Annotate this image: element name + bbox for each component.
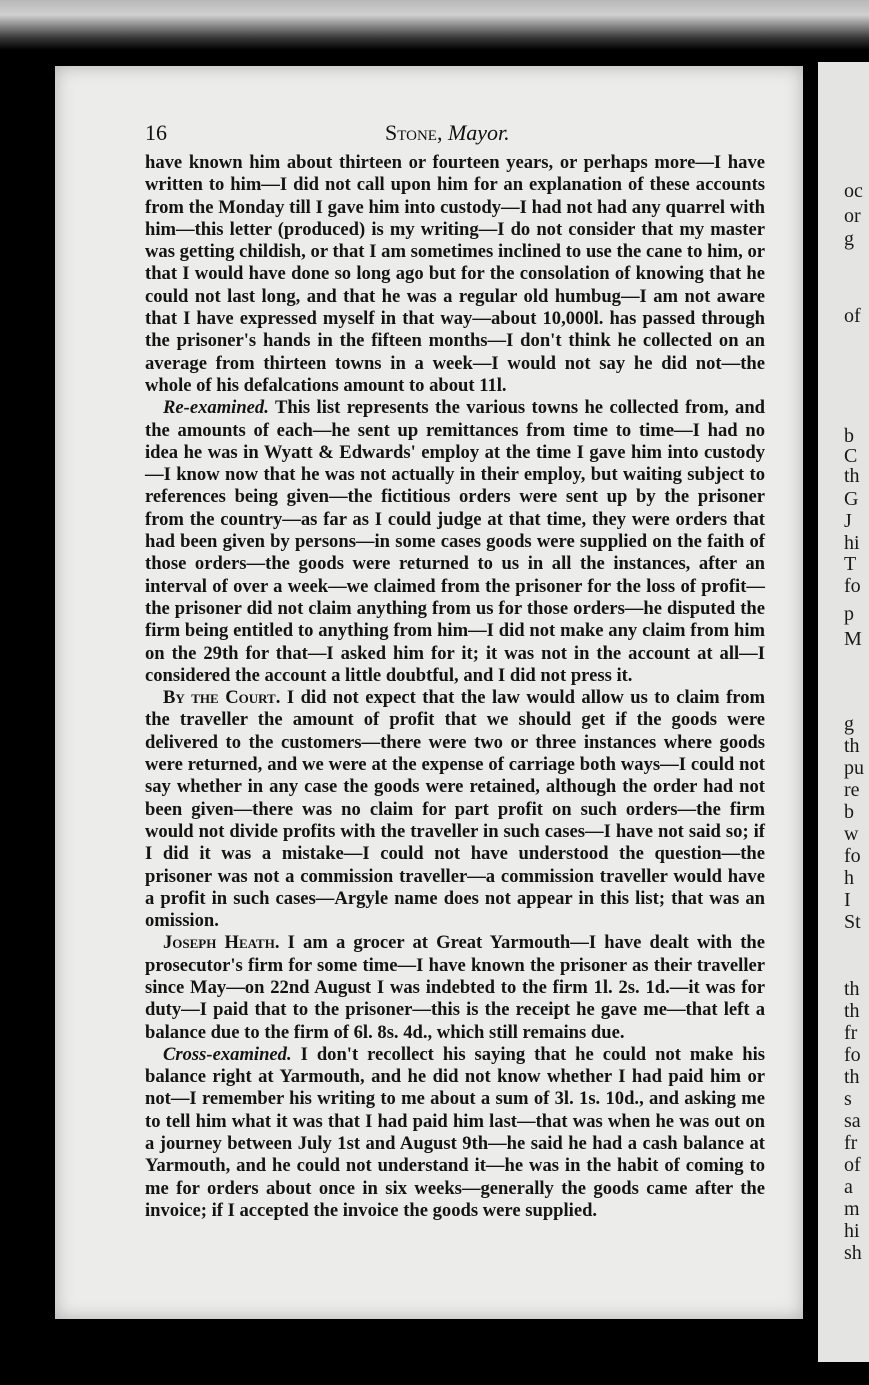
facing-page-fragment: fr	[844, 1132, 858, 1154]
paragraph-text: I did not expect that the law would allow us to claim from the traveller the amount of profit that we should get if the goods were delivered to the customers—there were two or three instances where goods were returned, and we were at the expense of carriage both ways—I could not say whether in any case the goods were retained, although the order had not been given—there was no claim for part profit on such orders—the firm would not divide profits with the traveller in such cases—I have not said so; if I did it was a mistake—I could not have understood the question—the prisoner was not a commission traveller—a commission traveller would have a profit in such cases—Argyle name does not appear in this list; that was an omission.	[145, 687, 765, 932]
facing-page-fragment: a	[844, 1176, 853, 1198]
facing-page-fragment: sa	[844, 1110, 861, 1132]
facing-page-fragment: re	[844, 779, 860, 801]
facing-page-fragment: th	[844, 978, 860, 1000]
paragraph-text: I don't recollect his saying that he could not make his balance right at Yarmouth, and he did not know whether I had paid him or not—I remember his writing to me about a sum of 3l. 1s. 10d., and asking me to tell him what it was that I had paid him last—that was when he was out on a journey between July 1st and August 9th—he said he had a cash balance at Yarmouth, and he could not understand it—he was in the habit of coming to me for orders about once in six weeks—generally the goods came after the invoice; if I accepted the invoice the goods were supplied.	[145, 1043, 765, 1221]
facing-page-fragment: fo	[844, 575, 861, 597]
paragraph-text: have known him about thirteen or fourteen years, or perhaps more—I have written to him—I did not call upon him for an explanation of these accounts from the Monday till I gave him into custody—I had not had any quarrel with him—this letter (produced) is my writing—I do not consider that my master was getting childish, or that I am sometimes inclined to use the cane to him, or that I would have done so long ago but for the consolation of knowing that he could not last long, and that he was a regular old humbug—I am not aware that I have expressed myself in that way—about 10,000l. has passed through the prisoner's hands in the fifteen months—I don't think he collected on an average from thirteen towns in a week—I would not say he did not—the whole of his defalcations amount to about 11l.	[145, 152, 765, 396]
paragraph-lead: By the Court.	[163, 687, 281, 709]
facing-page-fragment: th	[844, 1000, 860, 1022]
paragraph-lead: Re-examined.	[163, 397, 269, 419]
facing-page-edge	[818, 62, 869, 1362]
facing-page-fragment: b	[844, 425, 854, 447]
paragraph-3	[145, 687, 765, 932]
page-body	[145, 152, 765, 1222]
facing-page-fragment: of	[844, 1154, 861, 1176]
paragraph-text: I am a grocer at Great Yarmouth—I have dealt with the prosecutor's firm for some time—I have known the prisoner as their traveller since May—on 22nd August I was indebted to the firm 1l. 2s. 1d.—it was for duty—I paid that to the prisoner—this is the receipt he gave me—that left a balance due to the firm of 6l. 8s. 4d., which still remains due.	[145, 932, 765, 1043]
facing-page-fragment: hi	[844, 1220, 860, 1242]
facing-page-fragment: M	[844, 628, 862, 650]
facing-page-fragment: fr	[844, 1022, 858, 1044]
facing-page-fragment: G	[844, 488, 859, 510]
facing-page-fragment: g	[844, 228, 854, 250]
facing-page-fragment: m	[844, 1198, 860, 1220]
running-title	[385, 120, 510, 146]
facing-page-fragment: th	[844, 1066, 860, 1088]
facing-page-fragment: fo	[844, 1044, 861, 1066]
scan-top-edge	[0, 0, 869, 50]
facing-page-fragment: b	[844, 801, 854, 823]
facing-page-fragment: J	[844, 510, 852, 532]
paragraph-5	[145, 1044, 765, 1222]
paragraph-1	[145, 152, 765, 397]
facing-page-fragment: or	[844, 205, 861, 227]
page-number: 16	[145, 120, 167, 145]
paragraph-text: This list represents the various towns he collected from, and the amounts of each—he sent up remittances from time to time—I had no idea he was in Wyatt & Edwards' employ at the time I gave him into custody—I know now that he was not actually in their employ, but waiting subject to references being given—the fictitious orders were sent up by the prisoner from the country—as far as I could judge at that time, they were orders that had been given by persons—in some cases goods were supplied on the faith of those orders—the goods were returned to us in all the instances, after an interval of over a week—we claimed from the prisoner for the loss of profit—the prisoner did not claim anything from us for those orders—he disputed the firm being entitled to anything from him—I did not make any claim from him on the 29th for that—I asked him for it; it was not in the account at all—I considered the account a little doubtful, and I did not press it.	[145, 397, 766, 686]
facing-page-fragment: th	[844, 465, 860, 487]
facing-page-fragment: sh	[844, 1242, 862, 1264]
facing-page-fragment: h	[844, 867, 854, 889]
facing-page-fragment: p	[844, 603, 854, 625]
running-title-name: Stone,	[385, 120, 443, 145]
facing-page-fragment: I	[844, 889, 851, 911]
facing-page-fragment: fo	[844, 845, 861, 867]
facing-page-fragment: C	[844, 445, 858, 467]
facing-page-fragment: pu	[844, 757, 864, 779]
paragraph-2	[145, 397, 765, 687]
facing-page-fragment: of	[844, 305, 861, 327]
paragraph-lead: Joseph Heath.	[163, 932, 280, 954]
facing-page-fragment: g	[844, 713, 854, 735]
facing-page-fragment: w	[844, 823, 859, 845]
paragraph-4	[145, 932, 765, 1043]
facing-page-fragment: hi	[844, 532, 860, 554]
running-header	[145, 120, 765, 150]
facing-page-fragment: T	[844, 553, 857, 575]
facing-page-fragment: oc	[844, 180, 863, 202]
facing-page-fragment: St	[844, 911, 861, 933]
facing-page-fragment: s	[844, 1088, 852, 1110]
running-title-role: Mayor.	[447, 120, 510, 145]
paragraph-lead: Cross-examined.	[163, 1043, 292, 1065]
facing-page-fragment: th	[844, 735, 860, 757]
